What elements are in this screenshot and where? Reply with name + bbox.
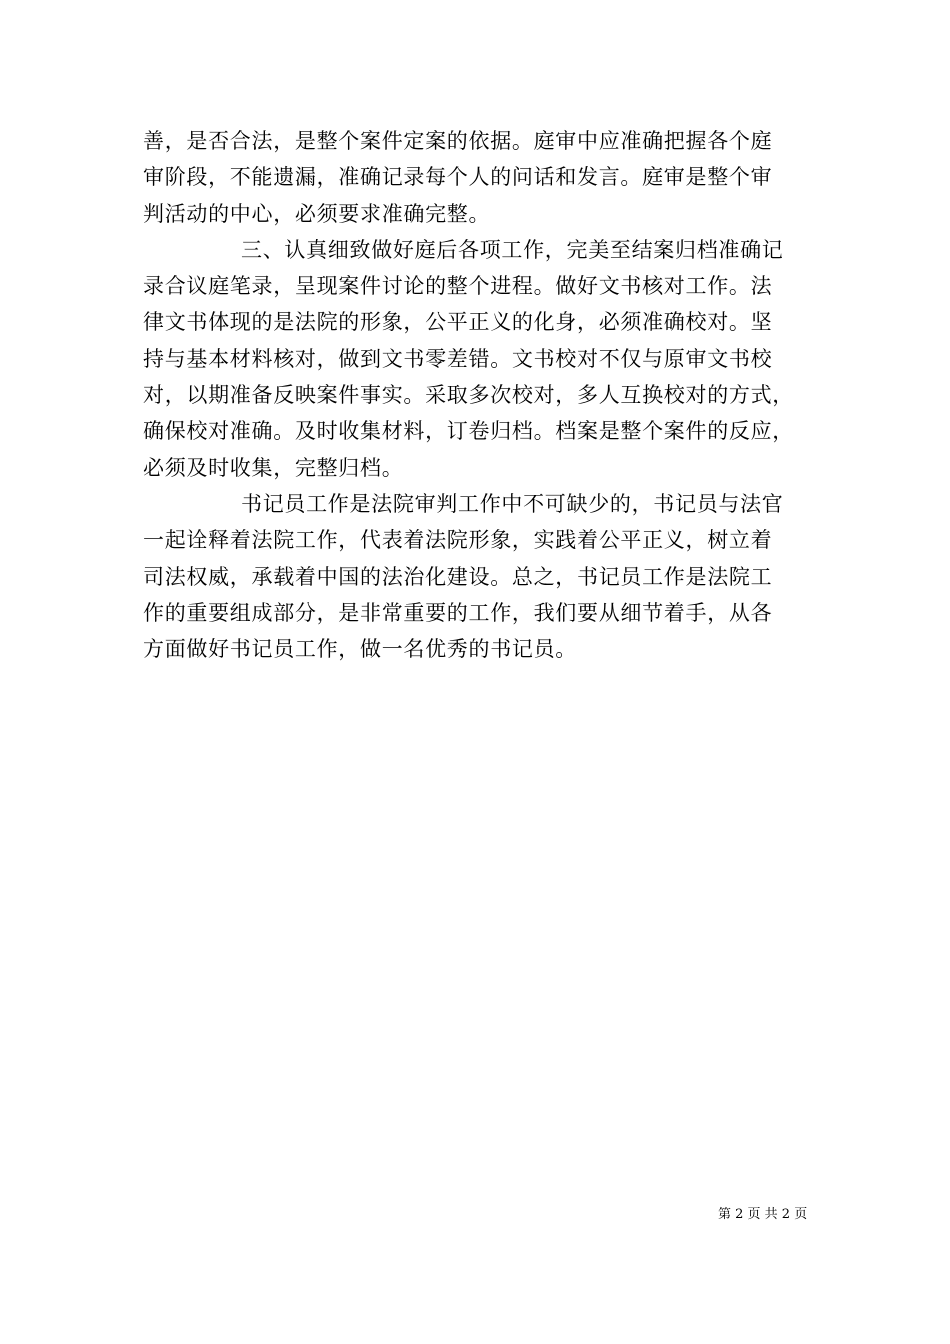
paragraph-line: 三、认真细致做好庭后各项工作，完美至结案归档准确记	[241, 237, 784, 262]
paragraph-3	[143, 486, 815, 667]
paragraph-line: 录合议庭笔录，呈现案件讨论的整个进程。做好文书核对工作。法	[143, 274, 773, 299]
paragraph-line: 确保校对准确。及时收集材料，订卷归档。档案是整个案件的反应，	[143, 419, 794, 444]
paragraph-line: 必须及时收集，完整归档。	[143, 455, 404, 480]
paragraph-line: 审阶段，不能遗漏，准确记录每个人的问话和发言。庭审是整个审	[143, 165, 773, 190]
paragraph-2	[143, 232, 815, 486]
page-number-footer: 第 2 页 共 2 页	[718, 1207, 808, 1222]
paragraph-line: 书记员工作是法院审判工作中不可缺少的，书记员与法官	[241, 491, 784, 516]
paragraph-line: 持与基本材料核对，做到文书零差错。文书校对不仅与原审文书校	[143, 346, 773, 371]
paragraph-line: 司法权威，承载着中国的法治化建设。总之，书记员工作是法院工	[143, 564, 773, 589]
paragraph-line: 作的重要组成部分，是非常重要的工作，我们要从细节着手，从各	[143, 600, 773, 625]
paragraph-1	[143, 123, 815, 232]
paragraph-line: 方面做好书记员工作，做一名优秀的书记员。	[143, 637, 577, 662]
paragraph-line: 判活动的中心，必须要求准确完整。	[143, 201, 491, 226]
document-body	[143, 123, 815, 667]
paragraph-line: 一起诠释着法院工作，代表着法院形象，实践着公平正义，树立着	[143, 528, 773, 553]
paragraph-line: 善，是否合法，是整个案件定案的依据。庭审中应准确把握各个庭	[143, 129, 773, 153]
paragraph-line: 律文书体现的是法院的形象，公平正义的化身，必须准确校对。坚	[143, 310, 773, 335]
paragraph-line: 对，以期准备反映案件事实。采取多次校对，多人互换校对的方式，	[143, 383, 794, 408]
